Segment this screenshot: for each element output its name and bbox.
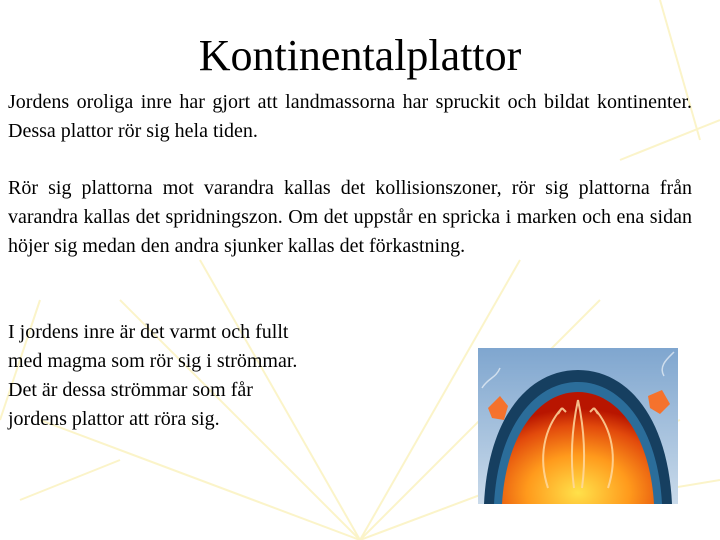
earth-cross-section-image: [478, 348, 678, 504]
slide-title: Kontinentalplattor: [198, 31, 522, 80]
magma-line-1: I jordens inre är det varmt och fullt: [8, 321, 289, 343]
paragraph-magma: [8, 318, 388, 434]
earth-mantle-convection-illustration: [478, 348, 678, 504]
magma-line-4: jordens plattor att röra sig.: [8, 408, 220, 430]
paragraph-intro: Jordens oroliga inre har gjort att landmassorna har spruckit och bildat kontinenter. Dessa plattor rör sig hela tiden.: [8, 91, 692, 142]
paragraph-plate-zones: Rör sig plattorna mot varandra kallas det kollisionszoner, rör sig plattorna från varandra kallas det spridningszon. Om det uppstår en spricka i marken och ena sidan höjer sig medan den andra sjunker kallas det förkastning.: [8, 177, 692, 257]
magma-line-3: Det är dessa strömmar som får: [8, 379, 253, 401]
magma-line-2: med magma som rör sig i strömmar.: [8, 350, 298, 372]
